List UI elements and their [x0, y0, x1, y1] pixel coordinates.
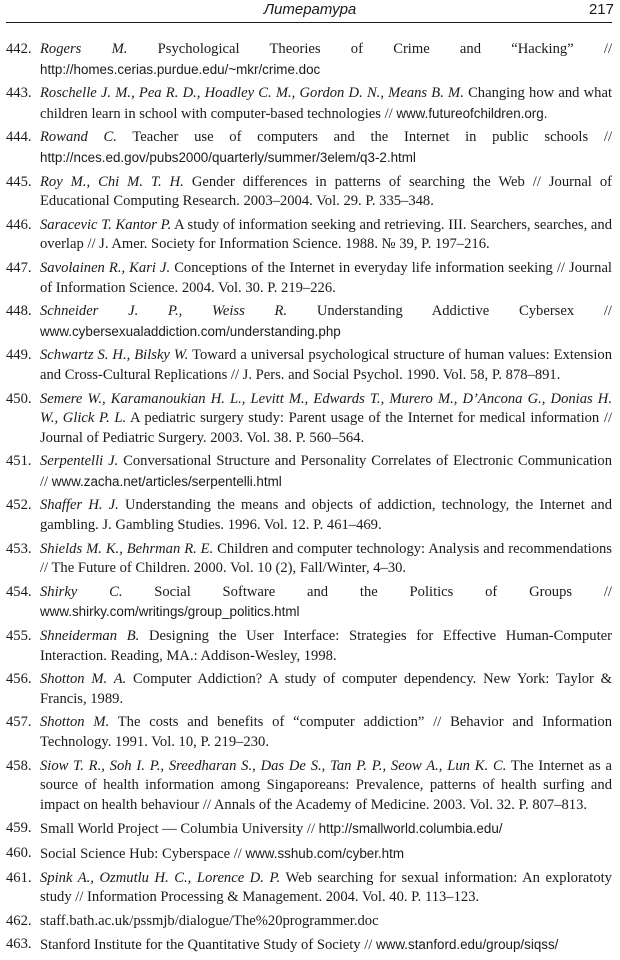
reference-authors: Roschelle J. M., Pea R. D., Hoadley C. M., Gordon D. N., Means B. M. — [40, 85, 464, 102]
reference-number: 448. — [6, 303, 32, 320]
reference-item — [6, 452, 612, 492]
reference-text: Conceptions of the Internet in everyday life information seeking // Journal of Information Science. 2004. Vol. 30. P. 219–226. — [40, 259, 612, 296]
reference-authors: Savolainen R., Kari J. — [40, 259, 171, 276]
reference-item — [6, 40, 612, 80]
reference-item — [6, 540, 612, 579]
reference-number: 453. — [6, 540, 32, 557]
reference-item — [6, 496, 612, 535]
reference-item — [6, 84, 612, 124]
reference-text: Web searching for sexual information: An exploratoty study // Information Processing & Management. 2004. Vol. 40. P. 113–123. — [40, 869, 612, 906]
reference-text: Understanding Addictive Cybersex // — [287, 303, 612, 320]
reference-authors: Serpentelli J. — [40, 453, 119, 470]
reference-number: 456. — [6, 671, 32, 688]
reference-text: The costs and benefits of “computer addiction” // Behavior and Information Technology. 1991. Vol. 10, P. 219–230. — [40, 714, 612, 750]
reference-text: A study of information seeking and retrieving. III. Searchers, searches, and overlap // J. Amer. Society for Information Science. 1988. № 39, P. 197–216. — [40, 216, 612, 253]
reference-item — [6, 216, 612, 255]
reference-item — [6, 819, 612, 840]
reference-authors: Shields M. K., Behrman R. E. — [40, 540, 214, 557]
reference-text: Designing the User Interface: Strategies for Effective Human-Computer Interaction. Reading, MA.: Addison-Wesley, 1998. — [40, 628, 612, 664]
reference-text: Conversational Structure and Personality Correlates of Electronic Communication // — [40, 453, 612, 490]
reference-item — [6, 173, 612, 212]
reference-text: Teacher use of computers and the Internet in public schools // — [116, 129, 612, 146]
reference-authors: Saracevic T. Kantor P. — [40, 216, 172, 233]
running-title: Литература — [263, 1, 357, 18]
page-number: 217 — [588, 1, 614, 18]
reference-item — [6, 912, 612, 932]
reference-item — [6, 757, 612, 816]
reference-url[interactable]: www.sshub.com/cyber.htm — [245, 845, 404, 861]
reference-number: 459. — [6, 820, 32, 837]
reference-url[interactable]: www.zacha.net/articles/serpentelli.html — [51, 473, 282, 489]
reference-item — [6, 935, 612, 956]
reference-url[interactable]: www.cybersexualaddiction.com/understanding.php — [40, 323, 341, 339]
reference-text: Stanford Institute for the Quantitative Study of Society // — [40, 937, 377, 954]
reference-text: Gender differences in patterns of searching the Web // Journal of Educational Computing Research. 2003–2004. Vol. 29. P. 335–348. — [40, 173, 612, 210]
reference-number: 450. — [6, 390, 32, 407]
reference-item — [6, 583, 612, 623]
reference-text: Understanding the means and objects of addiction, technology, the Internet and gambling. J. Gambling Studies. 1996. Vol. 12. P. 461–469. — [40, 497, 612, 534]
reference-list — [6, 40, 612, 960]
reference-number: 460. — [6, 844, 32, 861]
reference-text: Changing how and what children learn in school with computer-based technologies // — [40, 85, 613, 122]
reference-url[interactable]: www.futureofchildren.org. — [396, 105, 548, 121]
reference-authors: Shotton M. — [40, 714, 110, 731]
reference-url[interactable]: www.shirky.com/writings/group_politics.html — [40, 604, 300, 620]
reference-text: A pediatric surgery study: Parent usage of the Internet for medical information // Journal of Pediatric Surgery. 2003. Vol. 38. P. 560–564. — [40, 410, 612, 446]
reference-authors: Schneider J. P., Weiss R. — [40, 303, 288, 320]
reference-number: 457. — [6, 714, 32, 731]
reference-authors: Semere W., Karamanoukian H. L., Levitt M., Edwards T., Murero M., D’Ancona G., Donias H. W., Glick P. L. — [40, 390, 612, 427]
reference-number: 458. — [6, 757, 32, 774]
reference-number: 446. — [6, 216, 32, 233]
reference-text: Social Software and the Politics of Groups // — [122, 583, 612, 600]
reference-number: 461. — [6, 869, 32, 886]
reference-text: staff.bath.ac.uk/pssmjb/dialogue/The%20programmer.doc — [40, 912, 379, 929]
reference-text: Psychological Theories of Crime and “Hacking” // — [127, 41, 612, 57]
reference-item — [6, 302, 612, 342]
reference-text: The Internet as a source of health information among Singaporeans: Prevalence, patterns of health surfing and impact on health behaviour // Annals of the Academy of Medicine. 2003. Vol. 32. P. 807–813. — [40, 757, 612, 813]
reference-item — [6, 627, 612, 666]
reference-authors: Schwartz S. H., Bilsky W. — [40, 347, 189, 364]
reference-item — [6, 869, 612, 908]
reference-item — [6, 259, 612, 298]
reference-text: Children and computer technology: Analysis and recommendations // The Future of Children. 2000. Vol. 10 (2), Fall/Winter, 4–30. — [40, 540, 612, 577]
reference-number: 445. — [6, 173, 32, 190]
reference-authors: Shirky C. — [40, 583, 123, 600]
reference-text: Toward a universal psychological structure of human values: Extension and Cross-Cultural Replications // J. Pers. and Social Psychol. 1990. Vol. 58, P. 878–891. — [40, 347, 612, 383]
reference-url[interactable]: http://smallworld.columbia.edu/ — [318, 821, 503, 837]
reference-authors: Spink A., Ozmutlu H. C., Lorence D. P. — [40, 869, 281, 886]
running-head — [6, 0, 614, 22]
reference-number: 444. — [6, 129, 32, 146]
reference-authors: Siow T. R., Soh I. P., Sreedharan S., Das De S., Tan P. P., Seow A., Lun K. C. — [40, 757, 507, 774]
reference-item — [6, 713, 612, 752]
reference-url[interactable]: http://nces.ed.gov/pubs2000/quarterly/summer/3elem/q3-2.html — [40, 149, 416, 165]
reference-text: Computer Addiction? A study of computer dependency. New York: Taylor & Francis, 1989. — [40, 671, 613, 707]
reference-authors: Shneiderman B. — [40, 628, 140, 645]
header-rule — [6, 22, 612, 23]
reference-item — [6, 844, 612, 865]
reference-item — [6, 390, 612, 449]
reference-number: 447. — [6, 259, 32, 276]
reference-authors: Rowand C. — [40, 129, 117, 146]
reference-url[interactable]: www.stanford.edu/group/siqss/ — [376, 937, 559, 953]
reference-authors: Roy M., Chi M. T. H. — [40, 173, 184, 190]
reference-item — [6, 128, 612, 168]
reference-number: 454. — [6, 583, 32, 600]
reference-number: 452. — [6, 497, 32, 514]
reference-authors: Shaffer H. J. — [40, 497, 119, 514]
reference-authors: Rogers M. — [40, 41, 128, 57]
reference-number: 455. — [6, 628, 32, 645]
reference-text: Social Science Hub: Cyberspace // — [40, 845, 246, 862]
reference-item — [6, 670, 612, 709]
reference-number: 462. — [6, 912, 32, 929]
reference-authors: Shotton M. A. — [40, 671, 127, 688]
reference-url[interactable]: http://homes.cerias.purdue.edu/~mkr/crime.doc — [40, 61, 321, 77]
reference-item — [6, 346, 612, 385]
reference-number: 443. — [6, 85, 32, 102]
reference-number: 442. — [6, 41, 32, 57]
reference-number: 463. — [6, 936, 32, 953]
reference-text: Small World Project — Columbia University // — [40, 821, 319, 838]
reference-number: 449. — [6, 347, 32, 364]
reference-number: 451. — [6, 453, 32, 470]
